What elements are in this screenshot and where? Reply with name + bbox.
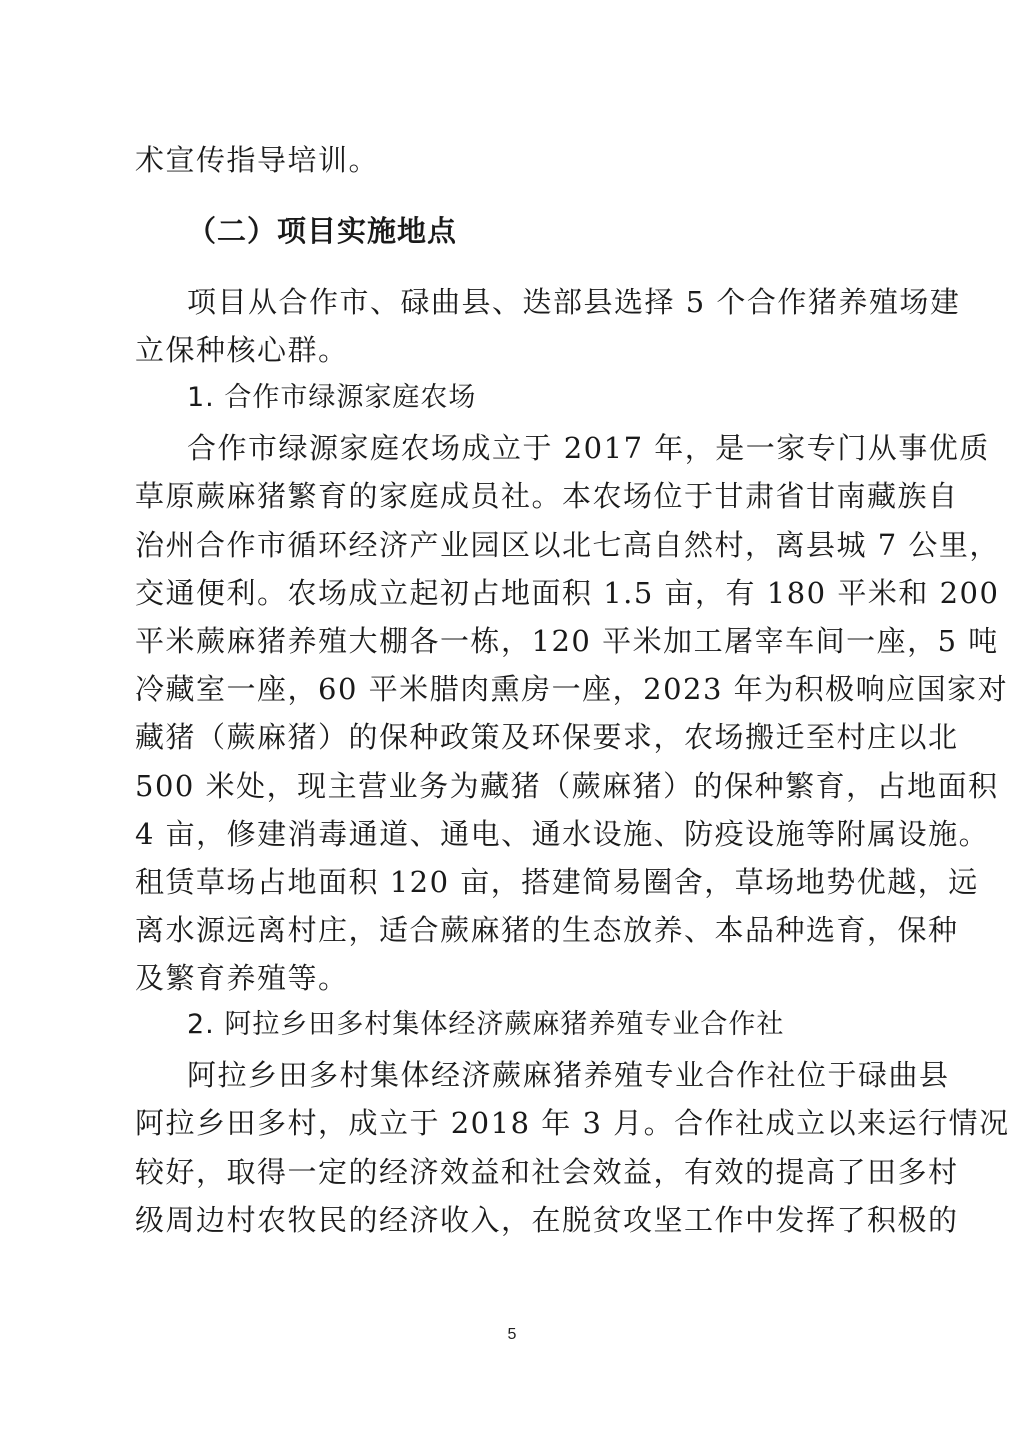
paragraph-line: 交通便利。农场成立起初占地面积 1.5 亩，有 180 平米和 200 bbox=[135, 576, 1000, 610]
paragraph-line: 阿拉乡田多村，成立于 2018 年 3 月。合作社成立以来运行情况 bbox=[135, 1106, 1010, 1140]
paragraph-line: 治州合作市循环经济产业园区以北七高自然村，离县城 7 公里， bbox=[135, 528, 1000, 562]
paragraph-line: 4 亩，修建消毒通道、通电、通水设施、防疫设施等附属设施。 bbox=[135, 817, 990, 851]
paragraph-line: 离水源远离村庄，适合蕨麻猪的生态放养、本品种选育，保种 bbox=[135, 913, 959, 947]
subsection-heading: 2. 阿拉乡田多村集体经济蕨麻猪养殖专业合作社 bbox=[187, 1009, 785, 1040]
paragraph-line: 较好，取得一定的经济效益和社会效益，有效的提高了田多村 bbox=[135, 1155, 959, 1189]
paragraph-line: 冷藏室一座，60 平米腊肉熏房一座，2023 年为积极响应国家对 bbox=[135, 672, 1009, 706]
paragraph-line: 及繁育养殖等。 bbox=[135, 961, 349, 995]
paragraph-line: 平米蕨麻猪养殖大棚各一栋，120 平米加工屠宰车间一座，5 吨 bbox=[135, 624, 999, 658]
section-heading: （二）项目实施地点 bbox=[187, 214, 458, 248]
paragraph-line: 草原蕨麻猪繁育的家庭成员社。本农场位于甘肃省甘南藏族自 bbox=[135, 479, 959, 513]
paragraph-line: 合作市绿源家庭农场成立于 2017 年，是一家专门从事优质 bbox=[187, 431, 990, 465]
subsection-heading: 1. 合作市绿源家庭农场 bbox=[187, 382, 477, 413]
paragraph-line: 租赁草场占地面积 120 亩，搭建简易圈舍，草场地势优越，远 bbox=[135, 865, 979, 899]
paragraph-line: 藏猪（蕨麻猪）的保种政策及环保要求，农场搬迁至村庄以北 bbox=[135, 720, 959, 754]
paragraph-line: 级周边村农牧民的经济收入，在脱贫攻坚工作中发挥了积极的 bbox=[135, 1203, 959, 1237]
paragraph-line: 阿拉乡田多村集体经济蕨麻猪养殖专业合作社位于碌曲县 bbox=[187, 1058, 950, 1092]
paragraph-line: 项目从合作市、碌曲县、迭部县选择 5 个合作猪养殖场建 bbox=[187, 285, 961, 319]
page-number: 5 bbox=[507, 1326, 517, 1343]
paragraph-line: 500 米处，现主营业务为藏猪（蕨麻猪）的保种繁育，占地面积 bbox=[135, 769, 999, 803]
paragraph-line: 立保种核心群。 bbox=[135, 333, 349, 367]
paragraph-line: 术宣传指导培训。 bbox=[135, 143, 380, 177]
